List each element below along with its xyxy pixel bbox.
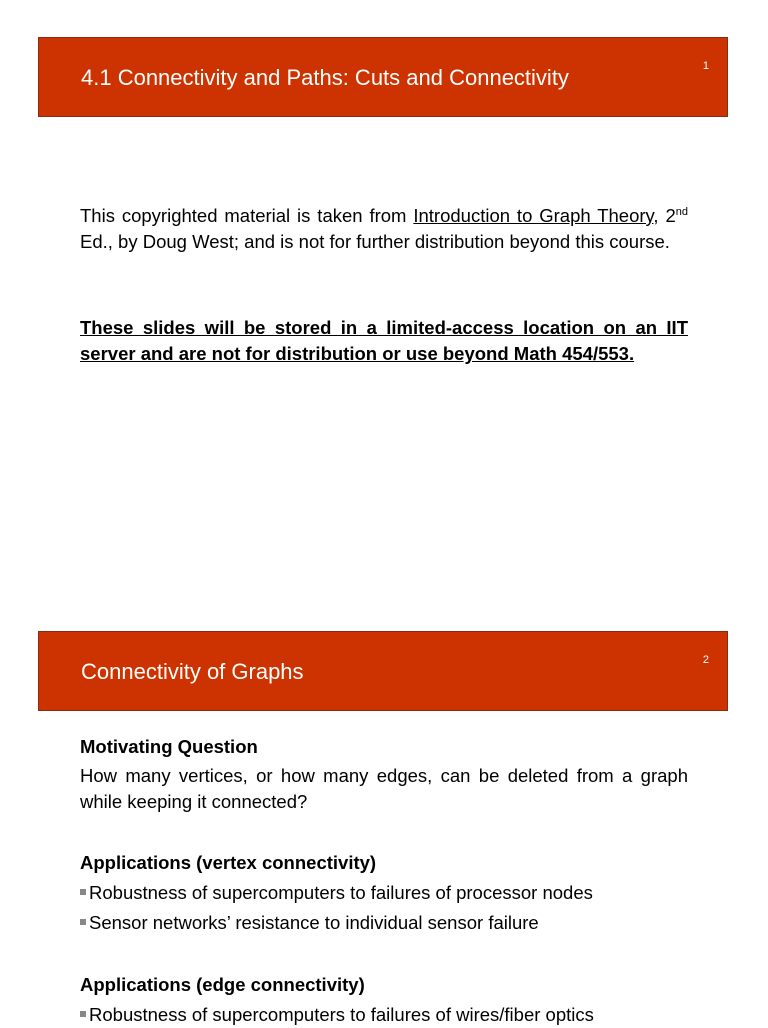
square-bullet-icon [80,919,86,925]
vertex-bullet-item [80,880,688,906]
slide-1-number: 1 [702,60,709,72]
slide-2-number: 2 [702,654,709,666]
vertex-bullet-item [80,910,688,936]
edge-applications-heading: Applications (edge connectivity) [80,974,365,995]
slide-2-title: Connectivity of Graphs [81,659,304,684]
edge-bullet-text: Robustness of supercomputers to failures of wires/fiber optics [89,1004,594,1025]
motivating-text: How many vertices, or how many edges, can be deleted from a graph while keeping it connected? [80,765,688,812]
edge-bullet-item [80,1002,688,1028]
slide-1-title: 4.1 Connectivity and Paths: Cuts and Connectivity [81,65,569,90]
copyright-text-post: Ed., by Doug West; and is not for further distribution beyond this course. [80,231,670,252]
book-title-link: Introduction to Graph Theory [413,205,654,226]
vertex-bullet-text: Robustness of supercomputers to failures of processor nodes [89,882,593,903]
copyright-paragraph [80,203,688,255]
slide-1-header [38,37,728,117]
slide-2-header [38,631,728,711]
vertex-applications-heading: Applications (vertex connectivity) [80,852,377,873]
motivating-heading: Motivating Question [80,736,258,757]
access-notice: These slides will be stored in a limited-access location on an IIT server and are not for distribution or use beyond Math 454/553. [80,317,688,364]
square-bullet-icon [80,1011,86,1017]
edition-number: , 2 [653,205,676,226]
copyright-text-pre: This copyrighted material is taken from [80,205,414,226]
vertex-bullet-text: Sensor networks’ resistance to individual sensor failure [89,912,539,933]
edition-superscript: nd [675,205,688,218]
square-bullet-icon [80,889,86,895]
